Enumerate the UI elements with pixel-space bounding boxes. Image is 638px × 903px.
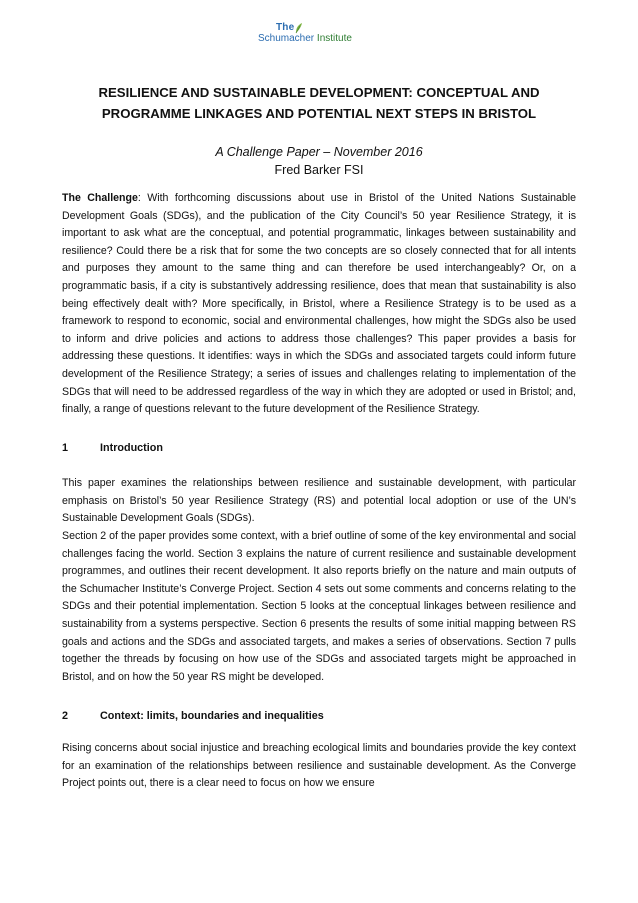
- document-subtitle: A Challenge Paper – November 2016: [215, 145, 423, 159]
- section-1-title: Introduction: [100, 442, 163, 454]
- section-2-number: 2: [62, 710, 69, 722]
- logo-the-text: The: [276, 22, 295, 33]
- challenge-lead: The Challenge: [62, 192, 138, 204]
- section-1-paragraph-1: This paper examines the relationships between resilience and sustainable development, with particular emphasis on Bristol’s 50 year Resilience Strategy (RS) and potential local adoption or use of the UN’s Sustainable Development Goals (SDGs).: [62, 477, 576, 525]
- challenge-text: : With forthcoming discussions about use in Bristol of the United Nations Sustainable Development Goals (SDGs), and the publication of the City Council’s 50 year Resilience Strategy, it is important to ask what are the conceptual, and potential programmatic, linkages between sustainability and resilience? Could there be a risk that for some the two concepts are so closely connected that for all intents and purposes they amount to the same thing and can therefore be used interchangeably? Or, on a programmatic basis, if a city is substantively addressing resilience, does that mean that sustainability is also being effectively dealt with? More specifically, in Bristol, where a Resilience Strategy is to be used as a framework to respond to economic, social and environmental challenges, how might the SDGs also be used to inform and drive policies and actions to address those challenges? This paper provides a basis for addressing these questions. It identifies: ways in which the SDGs and associated targets could inform future development of the Resilience Strategy; a series of issues and challenges relating to implementation of the SDGs that will need to be addressed regardless of the way in which they are adopted or used in Bristol; and, finally, a range of questions relevant to the future development of the Resilience Strategy.: [62, 192, 576, 416]
- section-2-paragraph-1: Rising concerns about social injustice and breaching ecological limits and boundaries provide the key context for an examination of the relationships between resilience and sustainable development. As the Converge Project points out, there is a clear need to focus on how we ensure: [62, 742, 576, 790]
- logo-schumacher-text: Schumacher: [258, 33, 315, 44]
- section-1-heading: [62, 442, 576, 454]
- logo-institute-text: Institute: [316, 33, 352, 44]
- challenge-paragraph: [62, 190, 576, 419]
- title-line-1: RESILIENCE AND SUSTAINABLE DEVELOPMENT: CONCEPTUAL AND: [98, 85, 540, 100]
- section-2-title: Context: limits, boundaries and inequalities: [100, 710, 324, 722]
- section-2-heading: [62, 710, 576, 722]
- schumacher-institute-logo: [258, 22, 382, 52]
- section-1-paragraph-2: Section 2 of the paper provides some context, with a brief outline of some of the key environmental and social challenges facing the world. Section 3 explains the nature of current resilience and sustainable development programmes, and outlines their recent development. It also reports briefly on the nature and main outputs of the Schumacher Institute’s Converge Project. Section 4 sets out some comments and concerns relating to the SDGs and their potential implementation. Section 5 looks at the conceptual linkages between resilience and sustainability from a systems perspective. Section 6 presents the results of some initial mapping between RS goals and actions and the SDGs and associated targets, and makes a series of observations. Section 7 pulls together the threads by focusing on how use of the SDGs and associated targets might be approached in Bristol, and on how the 50 year RS might be developed.: [62, 530, 576, 683]
- document-author: Fred Barker FSI: [274, 163, 364, 177]
- section-1-number: 1: [62, 442, 69, 454]
- document-title: [40, 82, 598, 124]
- title-line-2: PROGRAMME LINKAGES AND POTENTIAL NEXT STEPS IN BRISTOL: [101, 106, 537, 121]
- logo-wordmark: [258, 33, 352, 44]
